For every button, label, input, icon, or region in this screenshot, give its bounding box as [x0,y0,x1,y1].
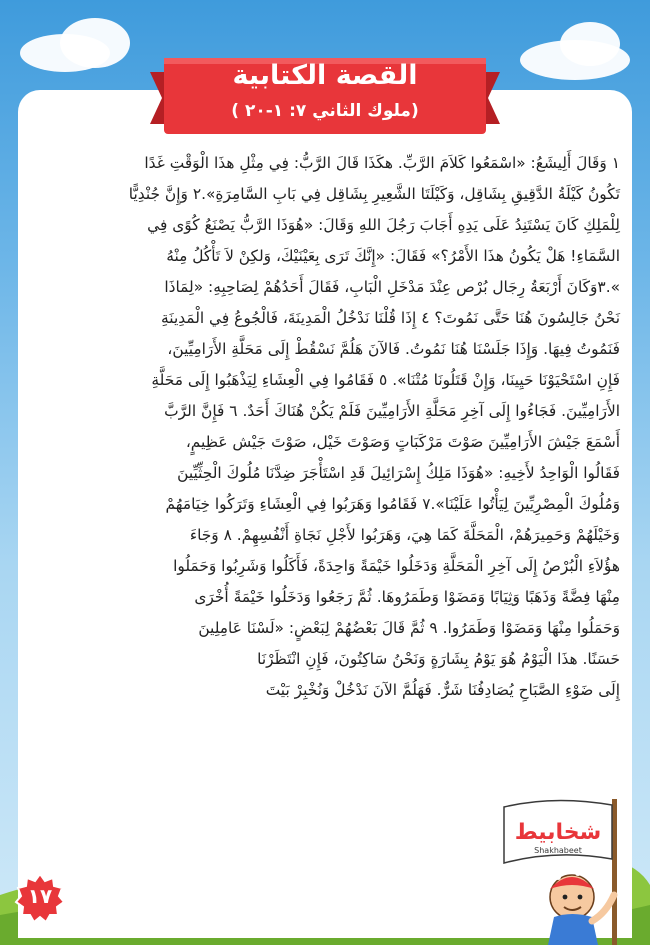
logo-text: شخابيط [514,820,602,845]
text-line: وَخَيْلَهُمْ وَحَمِيرَهُمْ، الْمَحَلَّةَ كَمَا هِيَ، وَهَرَبُوا لأَجْلِ نَجَاةِ أَنْفُسِهِمْ. ٨ وَجَاءَ [189,526,620,544]
text-line: وَمُلُوكَ الْمِصْرِيِّينَ لِيَأْتُوا عَلَيْنَا».٧ فَقَامُوا وَهَرَبُوا فِي الْعِشَاءِ وَتَرَكُوا خِيَامَهُمْ [165,495,620,513]
page-subtitle: ( ملوك الثاني ٧: ١-٢٠) [231,101,419,121]
text-line: وَحَمَلُوا مِنْهَا وَمَضَوْا وَطَمَرُوا. ٩ ثُمَّ قَالَ بَعْضُهُمْ لِبَعْضٍ: «لَسْنَا عَامِلِينَ [198,619,620,637]
logo-subtext: Shakhabeet [534,846,582,855]
cloud-decoration [60,18,130,68]
text-line: لِلْمَلِكِ كَانَ يَسْتَنِدُ عَلَى يَدِهِ أَجَابَ رَجُلَ اللهِ وَقَالَ: «هُوَذَا الرَّبُّ يَصْنَعُ كُوًى فِي [147,216,620,234]
text-line: الأَرَامِيِّينَ. فَجَاءُوا إِلَى آخِرِ مَحَلَّةِ الأَرَامِيِّينَ فَلَمْ يَكُنْ هُنَاكَ أَحَدٌ. ٦ فَإِنَّ الرَّبَّ [164,402,620,420]
text-line: نَحْنُ جَالِسُونَ هُنَا حَتَّى نَمُوتَ؟ ٤ إِذَا قُلْنَا نَدْخُلُ الْمَدِينَةَ، فَالْجُوعُ فِي الْمَدِينَةِ [161,309,620,327]
text-line: تَكُونُ كَيْلَةُ الدَّقِيقِ بِشَاقِل، وَكَيْلَتَا الشَّعِيرِ بِشَاقِل فِي بَابِ السَّامِرَةِ».٢ وَإِنَّ جُنْدِيًّا [128,185,620,203]
text-line: حَسَنًا. هذَا الْيَوْمُ هُوَ يَوْمُ بِشَارَةٍ وَنَحْنُ سَاكِتُونَ، فَإِنِ انْتَظَرْنَا [257,650,620,668]
text-line: ١ وَقَالَ أَلِيشَعُ: «اسْمَعُوا كَلاَمَ الرَّبِّ. هكَذَا قَالَ الرَّبُّ: فِي مِثْلِ هذَا الْوَقْتِ غَدًا [144,154,620,172]
story-text [30,148,620,706]
cloud-decoration [560,22,620,66]
page-number-badge [14,872,66,924]
text-line: ».٣وَكَانَ أَرْبَعَةُ رِجَال بُرْص عِنْدَ مَدْخَلِ الْبَابِ، فَقَالَ أَحَدُهُمْ لِصَاحِبِهِ: «لِمَاذَا [164,278,620,296]
mascot-flag-illustration [494,785,644,945]
page-title: القصة الكتابية [232,60,418,91]
text-line: أَسْمَعَ جَيْشَ الأَرَامِيِّينَ صَوْتَ مَرْكَبَاتٍ وَصَوْتَ خَيْل، صَوْتَ جَيْش عَظِيمٍ، [185,433,620,451]
text-line: فَقَالُوا الْوَاحِدُ لأَخِيهِ: «هُوَذَا مَلِكُ إِسْرَائِيلَ قَدِ اسْتَأْجَرَ ضِدَّنَا مُلُوكَ الْحِثِّيِّينَ [177,464,620,482]
text-line: فَإِنِ اسْتَحْيَوْنَا حَيِينَا، وَإِنْ قَتَلُونَا مُتْنَا». ٥ فَقَامُوا فِي الْعِشَاءِ لِيَذْهَبُوا إِلَى مَحَلَّةِ [151,371,620,389]
text-line: فَنَمُوتُ فِيهَا. وَإِذَا جَلَسْنَا هُنَا نَمُوتُ. فَالآنَ هَلُمَّ نَسْقُطْ إِلَى مَحَلَّةِ الأَرَامِيِّينَ، [167,340,620,358]
text-line: إِلَى ضَوْءِ الصَّبَاحِ يُصَادِفُنَا شَرٌّ. فَهَلُمَّ الآنَ نَدْخُلْ وَنُخْبِرْ بَيْتَ [265,681,620,699]
text-line: هؤُلاَءِ الْبُرْصُ إِلَى آخِرِ الْمَحَلَّةِ وَدَخَلُوا خَيْمَةً وَاحِدَةً، فَأَكَلُوا وَشَرِبُوا وَحَمَلُوا [173,557,620,575]
page-number: ١٧ [27,884,53,908]
text-line: مِنْهَا فِضَّةً وَذَهَبًا وَثِيَابًا وَمَضَوْا وَطَمَرُوهَا. ثُمَّ رَجَعُوا وَدَخَلُوا خَيْمَةً أُخْرَى [194,588,620,606]
text-line: السَّمَاءِ! هَلْ يَكُونُ هذَا الأَمْرُ؟» فَقَالَ: «إِنَّكَ تَرَى بِعَيْنَيْكَ، وَلكِنْ لاَ تَأْكُلُ مِنْهُ [166,247,620,265]
